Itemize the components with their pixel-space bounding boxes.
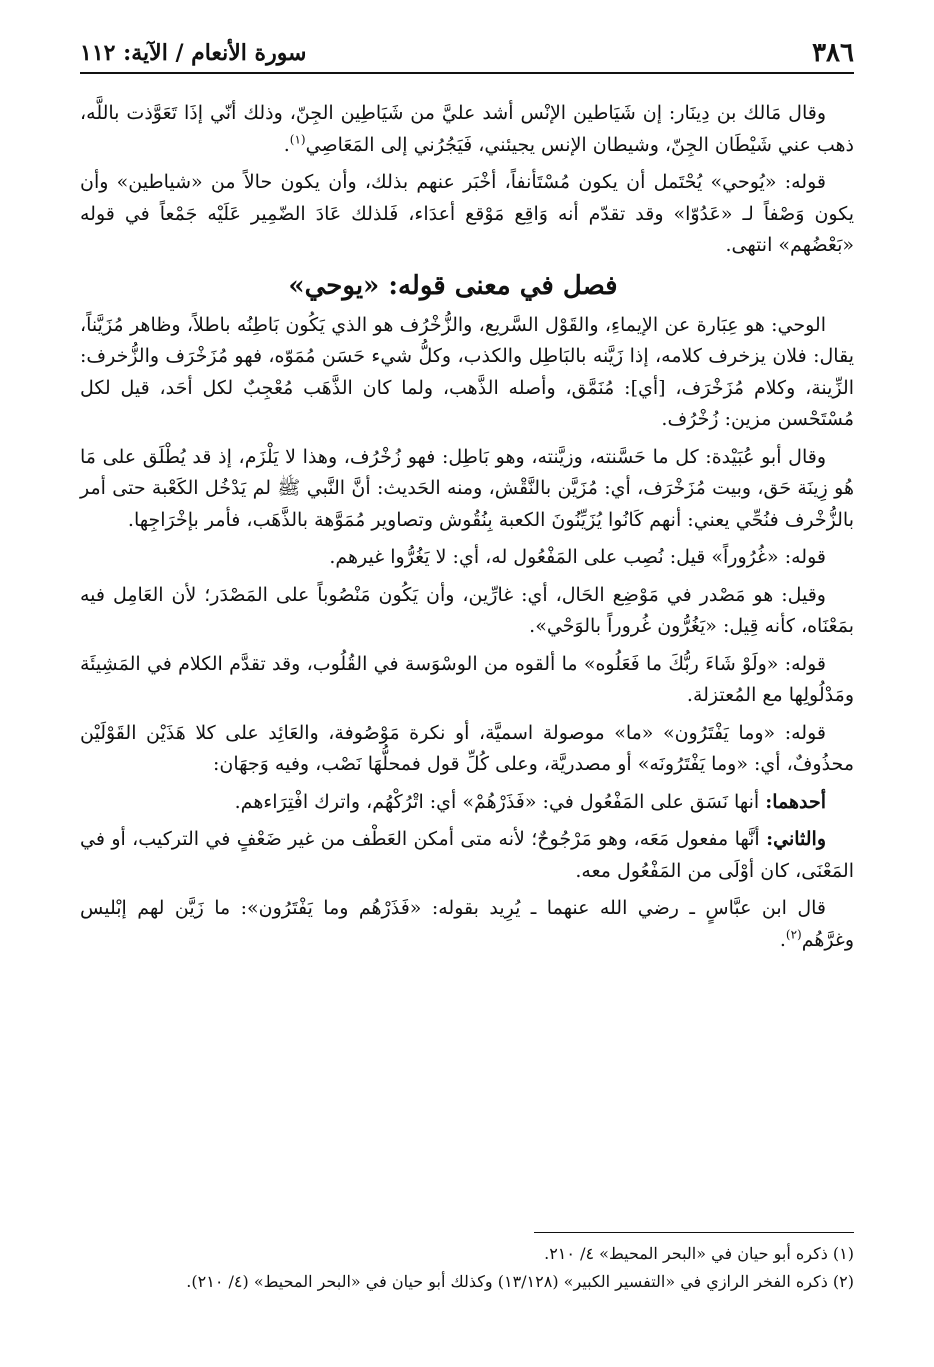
footnote-divider: [534, 1232, 854, 1233]
paragraph: قوله: «يُوحي» يُحْتَمل أن يكون مُسْتَأنفاً، أخْبَر عنهم بذلك، وأن يكون حالاً من «شياطين» وأن يكون وَصْفاً لـ «عَدُوّا» وقد تقدّم أنه وَاقِع مَوْقع أعدَاء، فَلذلك عَادَ الضّمِير عَلَيْه جَمْعاً في قوله «بَعْضُهم» انتهى.: [80, 171, 854, 256]
paragraph-lead: والثاني:: [766, 828, 826, 850]
paragraph: قوله: «ولَوْ شَاءَ ربُّكَ ما فَعَلُوه» ما ألقوه من الوسْوَسة في القُلُوب، وقد تقدَّم الكلام في المَشِيئَة ومَدْلُولِها مع المُعتزلة.: [80, 652, 854, 706]
footnote: (٢) ذكره الفخر الرازي في «التفسير الكبير» (١٣/١٢٨) وكذلك أبو حيان في «البحر المحيط» (٤/ ٢١٠).: [186, 1272, 854, 1291]
footnotes: [80, 1240, 854, 1296]
paragraph: قوله: «غُرُوراً» قيل: نُصِب على المَفْعُول له، أي: لا يَغُرُّوا غيرهم.: [329, 546, 826, 568]
running-title: سورة الأنعام / الآية: ١١٢: [80, 40, 307, 66]
page-number: ٣٨٦: [812, 38, 854, 68]
paragraph-end: .: [283, 133, 290, 156]
section-heading: فصل في معنى قوله: «يوحي»: [288, 270, 618, 301]
paragraph-lead: أحدهما:: [765, 790, 826, 813]
paragraph-end: .: [779, 928, 786, 951]
page-header: [80, 36, 854, 74]
main-text: [80, 98, 854, 962]
paragraph-text: وقال مَالك بن دِينَار: إن شَيَاطين الإنْس أشد عليَّ من شَيَاطِين الجِنّ، وذلك أنّي إذَا تَعَوَّذت باللَّه، ذهب عني شَيْطَان الجِنّ، وشيطان الإنس يجيئني، فَيَجُرُني إلى المَعَاصِي: [80, 102, 854, 156]
paragraph-text: أنها نَسَق على المَفْعُول في: «فَذَرْهُمْ» أي: اتْرُكْهُم، واترك افْتِرَاءهم.: [234, 790, 766, 813]
paragraph: قوله: «وما يَفْتَرُون» «ما» موصولة اسميَّة، أو نكرة مَوْصُوفة، والعَائِد على كلا هَذَيْن القَوْلَيْن محذُوفٌ، أي: «وما يَفْتَرُونَه» أو مصدريَّة، وعلى كُلِّ قول فمحلُّهَا نَصْب، وفيه وَجهَان:: [80, 721, 854, 775]
paragraph: [80, 824, 854, 887]
paragraph-text: قال ابن عبَّاسٍ ـ رضي الله عنهما ـ يُرِيد بقوله: «فَذَرْهُم وما يَفْتَرُون»: ما زَيَّن لهم إبْليس وغرَّهُم: [80, 897, 854, 951]
paragraph: وقال أبو عُبَيْدة: كل ما حَسَّنته، وزيَّنته، وهو بَاطِل: فهو زُخْرُف، وهذا لا يَلْزَم، إذ قد يُطْلَق على مَا هُو زِينَة حَق، وبيت مُزَخْرَف، أي: مُزَيَّن بالنَّقْش، ومنه الحَديث: أنَّ النَّبي ﷺ لم يَدْخُل الكَعْبة حتى أمر بالزُّخْرف فنُحِّي يعني: أنهم كَانُوا يُزَيِّنُونَ الكعبة بِنُقُوش وتصاوير مُمَوَّهة بالذَّهَب، فأمر بإخْرَاجِها.: [80, 445, 854, 531]
paragraph: [80, 787, 854, 819]
paragraph: وقيل: هو مَصْدر في مَوْضِع الحَال، أي: غارِّين، وأن يَكُون مَنْصُوباً على المَصْدَر؛ لأن العَامِل فيه بمَعْنَاه، كأنه قِيل: «يَغُرُّون غُروراً بالوَحْي».: [80, 583, 854, 637]
footnote-reference: (١): [289, 132, 306, 147]
paragraph: [80, 98, 854, 161]
footnote-reference: (٢): [785, 927, 802, 942]
paragraph: الوحي: هو عِبَارة عن الإيماءِ، والقَوْل السَّريع، والزُّخْرُف هو الذي يَكُون بَاطِنُه باطلاً، وظاهر مُزَيَّناً، يقال: فلان يزخرف كلامه، إذا زَيَّنه بالبَاطِل والكذب، وكلُّ شيء حَسَن مُمَوّه، فهو مُزَخْرَف والزُّخرف: الزِّينة، وكلام مُزَخْرَف، [أي]: مُنَمَّق، وأصله الذَّهب، ولما كان الذَّهَب مُعْجِبٌ لكل أحَد، قيل لكل مُسْتَحْسن مزين: زُخْرُف.: [80, 313, 854, 430]
paragraph-text: أنَّها مفعول مَعَه، وهو مَرْجُوحٌ؛ لأنه متى أمكن العَطْف من غير ضَعْفٍ في التركيب، أو في المَعْنَى، كان أوْلَى من المَفْعُول معه.: [80, 828, 854, 882]
paragraph: [80, 893, 854, 956]
footnote: (١) ذكره أبو حيان في «البحر المحيط» ٤/ ٢١٠.: [544, 1244, 854, 1263]
